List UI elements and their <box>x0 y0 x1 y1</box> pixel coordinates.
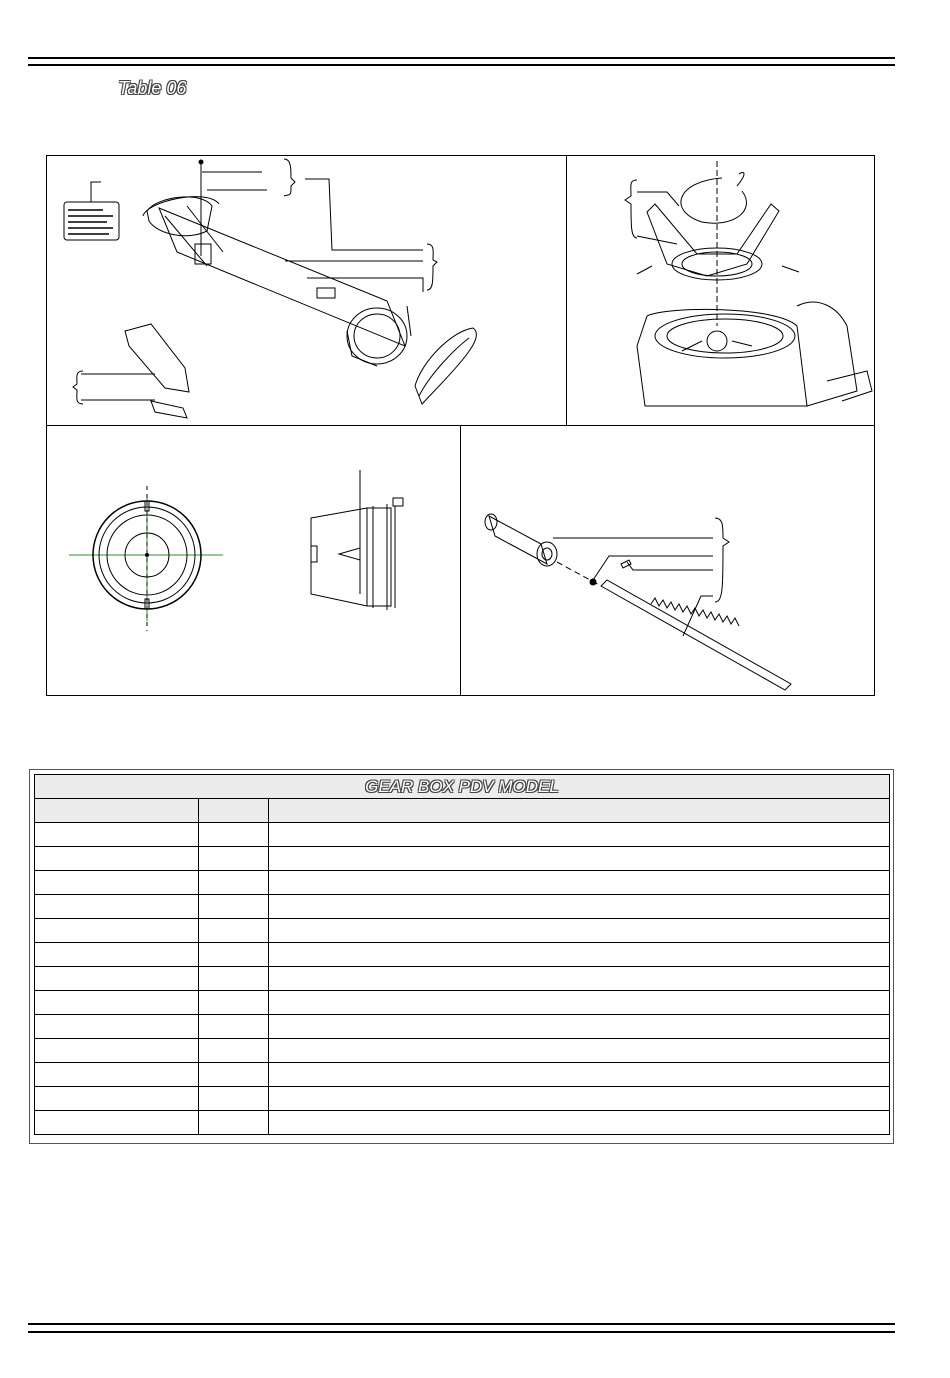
table-cell <box>199 991 269 1015</box>
table-cell <box>199 847 269 871</box>
table-caption: Table 06 <box>118 78 187 98</box>
table-cell <box>199 1087 269 1111</box>
table-cell <box>35 919 199 943</box>
table-cell <box>269 1111 890 1135</box>
table-cell <box>199 967 269 991</box>
table-cell <box>199 823 269 847</box>
column-header <box>269 799 890 823</box>
table-cell <box>35 1111 199 1135</box>
table-cell <box>269 967 890 991</box>
parts-table-frame <box>29 769 894 1144</box>
panel-tube-assembly <box>47 156 566 425</box>
table-cell <box>199 895 269 919</box>
column-header <box>199 799 269 823</box>
table-cell <box>199 1015 269 1039</box>
top-rule-thin <box>28 64 895 66</box>
table-cell <box>199 871 269 895</box>
table-cell <box>35 895 199 919</box>
table-cell <box>35 1015 199 1039</box>
table-body <box>35 823 890 1135</box>
table-cell <box>35 847 199 871</box>
table-row <box>35 895 890 919</box>
table-cell <box>269 1087 890 1111</box>
table-cell <box>35 871 199 895</box>
table-cell <box>35 943 199 967</box>
table-header-row <box>35 799 890 823</box>
parts-figure <box>46 155 875 696</box>
table-cell <box>35 823 199 847</box>
gearbox-top-drawing <box>567 156 875 425</box>
table-cell <box>269 1039 890 1063</box>
shaft-assembly-drawing <box>461 426 875 695</box>
cap-views-drawing <box>47 426 460 695</box>
table-cell <box>269 943 890 967</box>
table-cell <box>199 1039 269 1063</box>
bottom-rule-thin <box>28 1331 895 1333</box>
table-cell <box>199 919 269 943</box>
bottom-rule-thick <box>28 1323 895 1325</box>
table-row <box>35 967 890 991</box>
table-row <box>35 1087 890 1111</box>
column-header <box>35 799 199 823</box>
table-cell <box>269 871 890 895</box>
table-cell <box>35 1039 199 1063</box>
table-row <box>35 919 890 943</box>
table-cell <box>199 1111 269 1135</box>
top-rule-thick <box>28 57 895 59</box>
table-cell <box>35 1063 199 1087</box>
table-cell <box>35 967 199 991</box>
panel-gearbox-top <box>567 156 875 425</box>
table-row <box>35 847 890 871</box>
parts-table <box>34 774 890 1135</box>
table-row <box>35 1015 890 1039</box>
tube-assembly-drawing <box>47 156 566 425</box>
panel-cap-views <box>47 426 460 695</box>
table-row <box>35 1111 890 1135</box>
table-row <box>35 1039 890 1063</box>
table-cell <box>269 1015 890 1039</box>
table-row <box>35 1063 890 1087</box>
table-row <box>35 823 890 847</box>
table-cell <box>269 919 890 943</box>
table-row <box>35 943 890 967</box>
table-row <box>35 991 890 1015</box>
table-title: GEAR BOX PDV MODEL <box>35 775 890 799</box>
table-cell <box>35 1087 199 1111</box>
table-cell <box>269 823 890 847</box>
table-cell <box>269 895 890 919</box>
table-cell <box>199 943 269 967</box>
table-cell <box>35 991 199 1015</box>
table-cell <box>269 847 890 871</box>
table-cell <box>269 991 890 1015</box>
table-cell <box>269 1063 890 1087</box>
table-row <box>35 871 890 895</box>
table-cell <box>199 1063 269 1087</box>
panel-shaft-assembly <box>461 426 875 695</box>
